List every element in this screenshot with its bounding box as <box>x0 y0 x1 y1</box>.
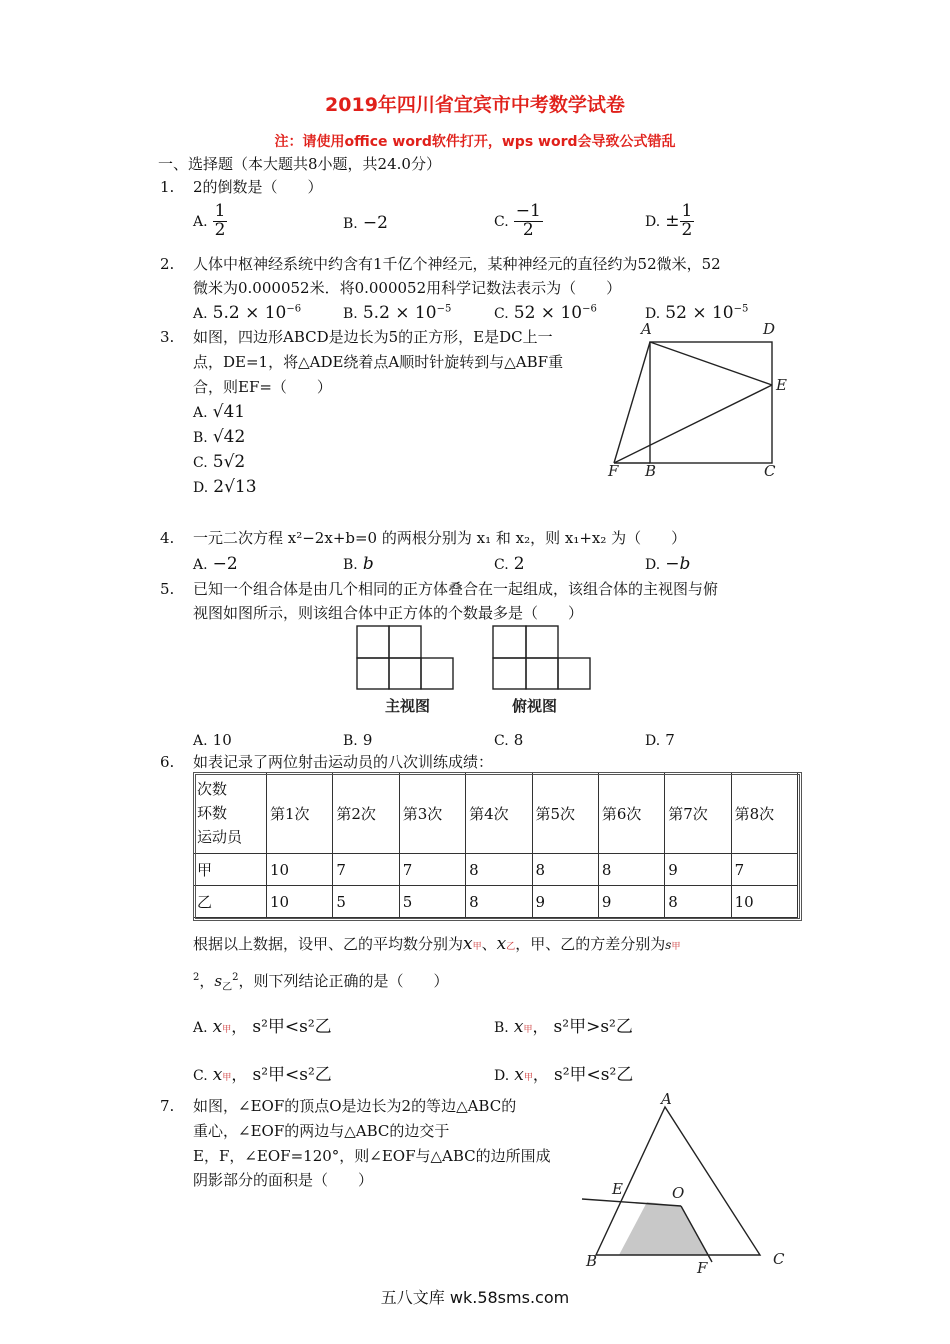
q2-option-c: C. $52 \times 10^{-6}$ <box>494 303 597 323</box>
q5-option-d: D. 7 <box>645 731 675 749</box>
table-header: 第4次 <box>466 773 532 854</box>
q4-option-a: A. −2 <box>193 554 238 574</box>
q5-option-b: B. 9 <box>343 731 373 749</box>
label-e: E <box>776 376 787 394</box>
table-header: 第6次 <box>598 773 664 854</box>
table-header: 第7次 <box>665 773 731 854</box>
q5-option-a: A. 10 <box>193 731 232 749</box>
q1-option-a <box>193 203 227 240</box>
label-f: F <box>608 462 619 480</box>
table-header: 第3次 <box>399 773 465 854</box>
q7-number: 7. <box>160 1097 175 1115</box>
page-title: 2019年四川省宜宾市中考数学试卷 <box>325 94 625 116</box>
q6-text: 如表记录了两位射击运动员的八次训练成绩： <box>193 753 494 771</box>
table-header: 第2次 <box>333 773 399 854</box>
label-c: C <box>764 462 776 480</box>
table-header: 第5次 <box>532 773 598 854</box>
q2-line1: 人体中枢神经系统中约含有1千亿个神经元，某种神经元的直径约为52微米，52 <box>193 255 721 273</box>
q1-number: 1. <box>160 178 175 196</box>
q1-a-fraction: $\frac{1}{2}$ <box>214 201 226 240</box>
q3-line1: 如图，四边形ABCD是边长为5的正方形，E是DC上一 <box>193 328 553 346</box>
q7-figure <box>570 1090 800 1280</box>
q2-line2: 微米为0.000052米．将0.000052用科学记数法表示为（ ） <box>193 279 622 297</box>
q6-after-line2: $^2$，$s_乙^2$，则下列结论正确的是（ ） <box>193 972 449 993</box>
q4-number: 4. <box>160 529 175 547</box>
q3-option-d: D. 2√13 <box>193 477 257 497</box>
q2-option-d: D. $52 \times 10^{-5}$ <box>645 303 749 323</box>
page-note: 注：请使用office word软件打开，wps word会导致公式错乱 <box>274 134 676 150</box>
q7-line4: 阴影部分的面积是（ ） <box>193 1171 374 1189</box>
q2-option-a: A. $5.2 \times 10^{-6}$ <box>193 303 302 323</box>
table-corner-cell: 次数 环数 运动员 <box>194 773 267 854</box>
q3-line3: 合，则EF=（ ） <box>193 378 332 396</box>
table-header: 第8次 <box>731 773 797 854</box>
label-c: C <box>773 1250 785 1268</box>
table-header-row <box>194 773 798 854</box>
q4-option-b: B. b <box>343 554 374 574</box>
q4-option-c: C. 2 <box>494 554 525 574</box>
q6-option-b: B. x甲， s²甲>s²乙 <box>494 1017 633 1037</box>
segment-ae <box>650 342 772 385</box>
q5-number: 5. <box>160 580 175 598</box>
q3-figure <box>600 318 800 483</box>
label-a: A <box>641 320 652 338</box>
q7-line2: 重心，∠EOF的两边与△ABC的边交于 <box>193 1122 450 1140</box>
q3-number: 3. <box>160 328 175 346</box>
q2-number: 2. <box>160 255 175 273</box>
q5-line1: 已知一个组合体是由几个相同的正方体叠合在一起组成，该组合体的主视图与俯 <box>193 580 719 598</box>
section-heading: 一、选择题（本大题共8小题，共24.0分） <box>158 155 441 173</box>
score-table <box>193 772 798 918</box>
q2-option-b: B. $5.2 \times 10^{-5}$ <box>343 303 452 323</box>
q3-line2: 点，DE=1，将△ADE绕着点A顺时针旋转到与△ABF重 <box>193 353 564 371</box>
label-e: E <box>612 1180 623 1198</box>
q4-option-d: D. −b <box>645 554 691 574</box>
label-f: F <box>697 1259 708 1277</box>
q5-line2: 视图如图所示，则该组合体中正方体的个数最多是（ ） <box>193 604 584 622</box>
q4-text: 一元二次方程 x²−2x+b=0 的两根分别为 x₁ 和 x₂，则 x₁+x₂ 为（ ） <box>193 529 687 547</box>
top-view-label: 俯视图 <box>512 697 558 715</box>
q6-option-c: C. x甲， s²甲<s²乙 <box>193 1065 332 1085</box>
q3-option-b: B. √42 <box>193 427 246 447</box>
label-a: A <box>661 1090 672 1108</box>
q6-after-line1: 根据以上数据，设甲、乙的平均数分别为x甲、x乙，甲、乙的方差分别为s甲 <box>193 934 681 954</box>
ray-oe <box>582 1199 681 1206</box>
q6-option-a: A. x甲， s²甲<s²乙 <box>193 1017 332 1037</box>
q1-text: 2的倒数是（ ） <box>193 178 323 196</box>
table-header: 第1次 <box>267 773 333 854</box>
square-abcd <box>650 342 772 463</box>
shaded-region <box>619 1202 708 1255</box>
q7-line3: E，F，∠EOF=120°，则∠EOF与△ABC的边所围成 <box>193 1147 551 1165</box>
footer-watermark: 五八文库 wk.58sms.com <box>380 1288 570 1307</box>
q7-line1: 如图，∠EOF的顶点O是边长为2的等边△ABC的 <box>193 1097 517 1115</box>
q3-option-c: C. 5√2 <box>193 452 246 472</box>
label-d: D <box>763 320 776 338</box>
q1-option-b: B. −2 <box>343 213 388 233</box>
segment-fe <box>614 385 772 463</box>
q3-option-a: A. √41 <box>193 402 246 422</box>
q6-option-d: D. x甲， s²甲<s²乙 <box>494 1065 634 1085</box>
label-o: O <box>672 1184 685 1202</box>
label-b: B <box>645 462 657 480</box>
q1-option-d: D. ± $\frac{1}{2}$ <box>645 201 693 240</box>
q5-option-c: C. 8 <box>494 731 524 749</box>
segment-af <box>614 342 650 463</box>
q6-number: 6. <box>160 753 175 771</box>
table-row: 甲 10 7 7 8 8 8 9 7 <box>194 854 798 886</box>
front-view-label: 主视图 <box>385 697 431 715</box>
q1-a-label: A. <box>193 213 208 230</box>
table-row: 乙 10 5 5 8 9 9 8 10 <box>194 886 798 918</box>
q5-views-figure <box>350 622 600 722</box>
label-b: B <box>586 1252 598 1270</box>
q1-option-c: C. $\frac{-1}{2}$ <box>494 201 541 240</box>
